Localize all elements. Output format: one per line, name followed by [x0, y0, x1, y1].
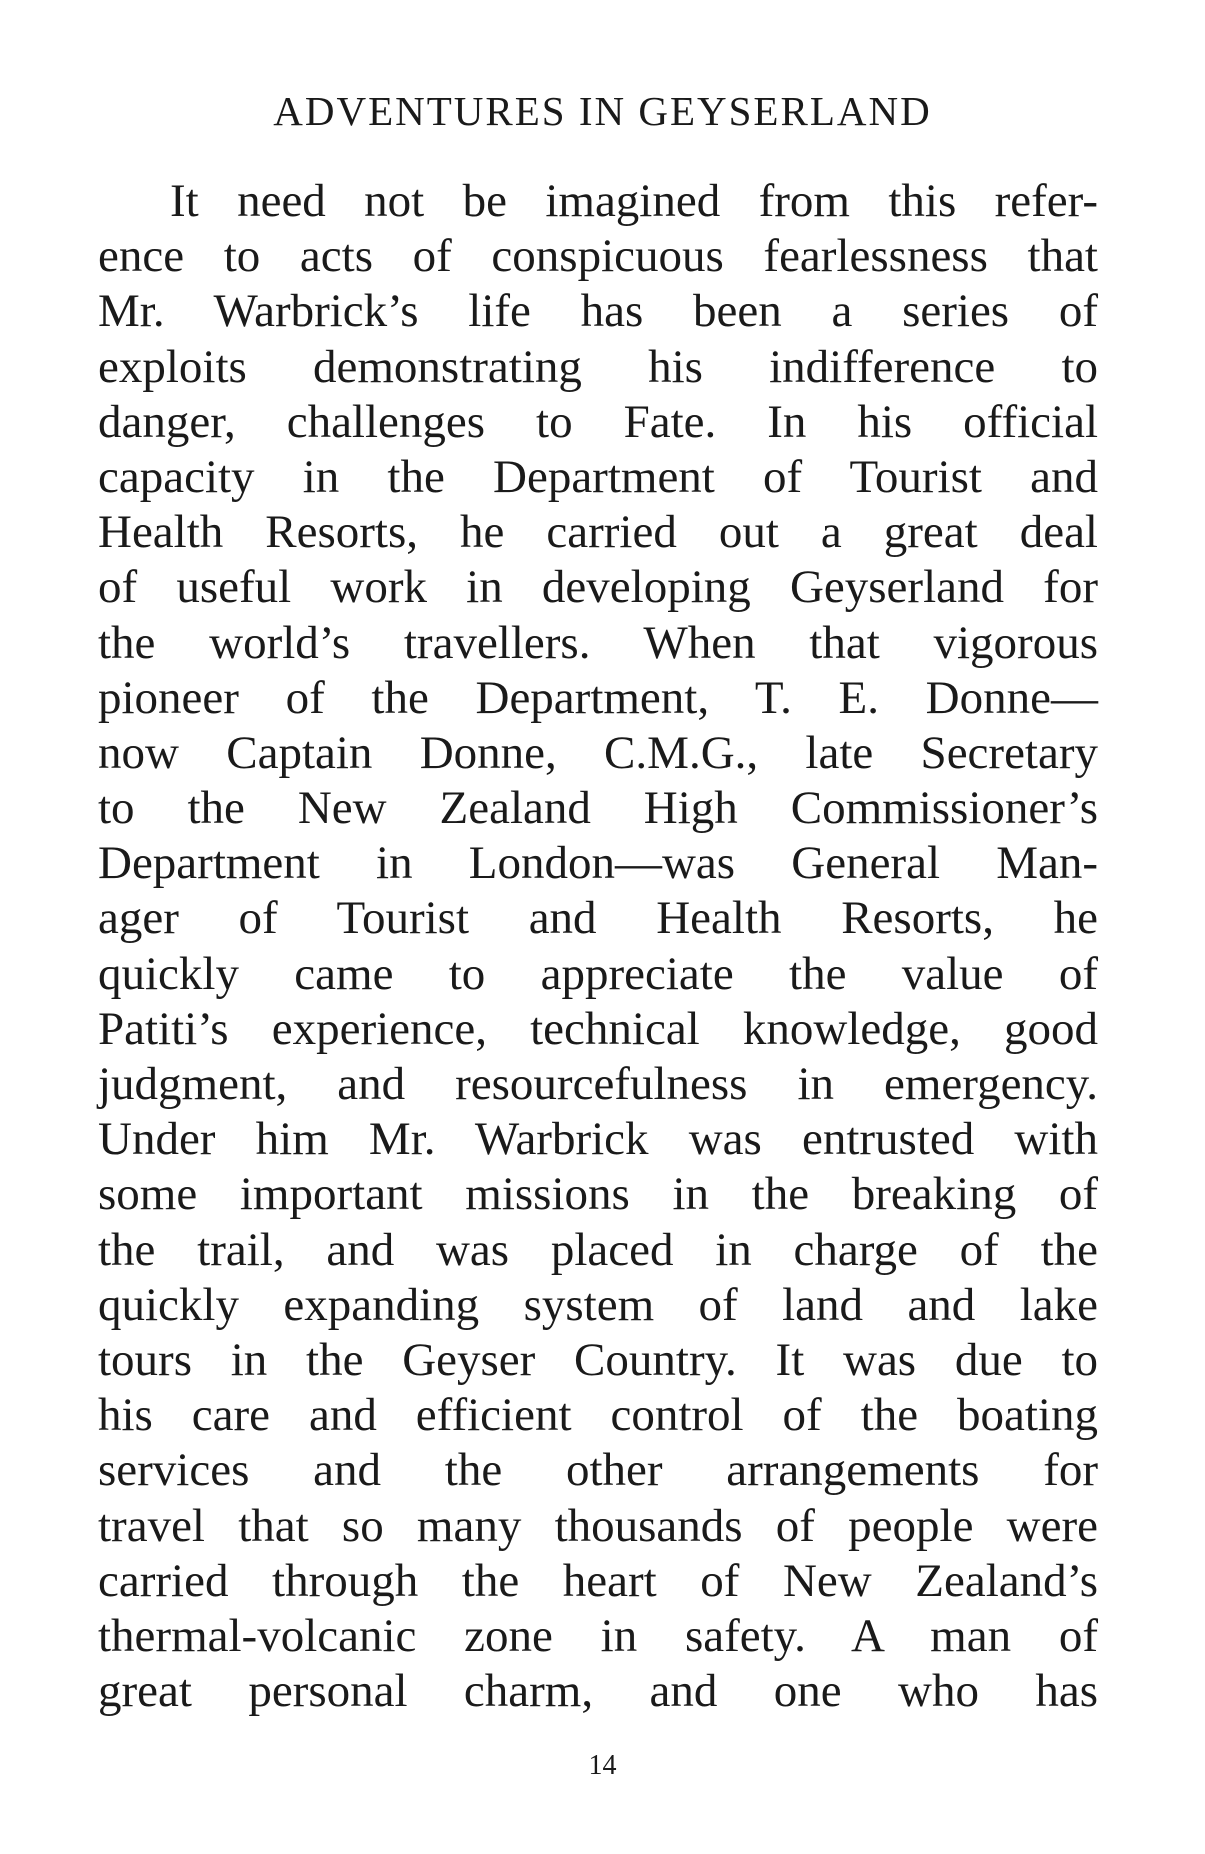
body-paragraph — [98, 174, 1098, 1719]
text-line: quickly came to appreciate the value of — [98, 947, 1098, 1000]
text-line: thermal-volcanic zone in safety. A man of — [98, 1609, 1098, 1662]
text-line: carried through the heart of New Zealand’s — [98, 1554, 1098, 1607]
text-line: tours in the Geyser Country. It was due to — [98, 1333, 1098, 1386]
text-line: Health Resorts, he carried out a great deal — [98, 506, 1098, 559]
text-line: now Captain Donne, C.M.G., late Secretary — [98, 726, 1098, 779]
text-line: the world’s travellers. When that vigorous — [98, 616, 1098, 669]
text-line: great personal charm, and one who has — [98, 1665, 1098, 1718]
text-line: Mr. Warbrick’s life has been a series of — [98, 285, 1098, 338]
text-line: exploits demonstrating his indifference to — [98, 340, 1098, 393]
text-line: Under him Mr. Warbrick was entrusted with — [98, 1113, 1098, 1166]
page-number: 14 — [588, 1750, 617, 1781]
text-line: danger, challenges to Fate. In his official — [98, 395, 1098, 448]
text-line: judgment, and resourcefulness in emergency. — [98, 1058, 1098, 1110]
text-line: his care and efficient control of the boating — [98, 1389, 1098, 1442]
text-line: capacity in the Department of Tourist and — [98, 450, 1098, 503]
text-line: some important missions in the breaking of — [98, 1168, 1098, 1221]
text-line: to the New Zealand High Commissioner’s — [98, 782, 1098, 835]
text-line: It need not be imagined from this refer- — [170, 175, 1098, 227]
text-line: services and the other arrangements for — [98, 1444, 1098, 1497]
text-line: Patiti’s experience, technical knowledge, good — [98, 1002, 1098, 1055]
text-line: Department in London—was General Man- — [98, 837, 1098, 890]
text-line: of useful work in developing Geyserland for — [98, 561, 1098, 614]
text-line: ager of Tourist and Health Resorts, he — [98, 892, 1098, 945]
text-line: ence to acts of conspicuous fearlessness that — [98, 230, 1098, 283]
running-head: ADVENTURES IN GEYSERLAND — [273, 88, 932, 134]
text-line: the trail, and was placed in charge of the — [98, 1223, 1098, 1276]
text-line: pioneer of the Department, T. E. Donne— — [98, 671, 1098, 724]
text-line: quickly expanding system of land and lake — [98, 1278, 1098, 1331]
text-line: travel that so many thousands of people were — [98, 1499, 1098, 1552]
